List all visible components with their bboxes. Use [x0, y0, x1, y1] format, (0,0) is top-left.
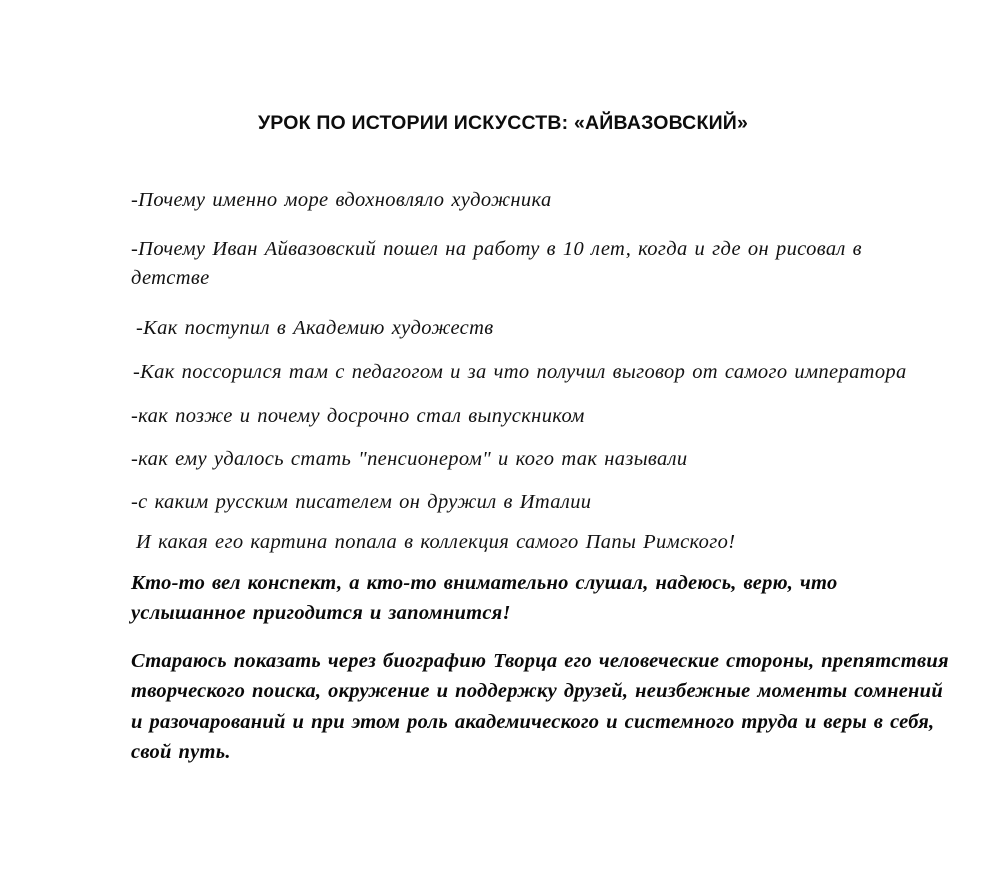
outline-question-2: -Почему Иван Айвазовский пошел на работу в 10 лет, когда и где он рисовал в детстве — [131, 238, 862, 290]
outline-question-6: -как ему удалось стать "пенсионером" и кого так называли — [131, 448, 688, 470]
outline-question-3: -Как поступил в Академию художеств — [136, 317, 494, 339]
closing-paragraph-1: Кто-то вел конспект, а кто-то внимательно слушал, надеюсь, верю, что услышанное пригодится и запомнится! — [131, 572, 838, 625]
page-title: УРОК ПО ИСТОРИИ ИСКУССТВ: «АЙВАЗОВСКИЙ» — [257, 112, 749, 134]
outline-question-5: -как позже и почему досрочно стал выпускником — [131, 405, 585, 427]
outline-question-4: -Как поссорился там с педагогом и за что получил выговор от самого императора — [133, 361, 907, 383]
outline-question-8: И какая его картина попала в коллекция самого Папы Римского! — [136, 531, 736, 553]
outline-question-1: -Почему именно море вдохновляло художника — [131, 189, 552, 211]
closing-paragraph-2: Стараюсь показать через биографию Творца его человеческие стороны, препятствия творческого поиска, окружение и поддержку друзей, неизбежные моменты сомнений и разочарований и при этом роль академического и системного труда и веры в себя, свой путь. — [131, 650, 949, 763]
outline-question-7: -с каким русским писателем он дружил в Италии — [131, 491, 592, 513]
